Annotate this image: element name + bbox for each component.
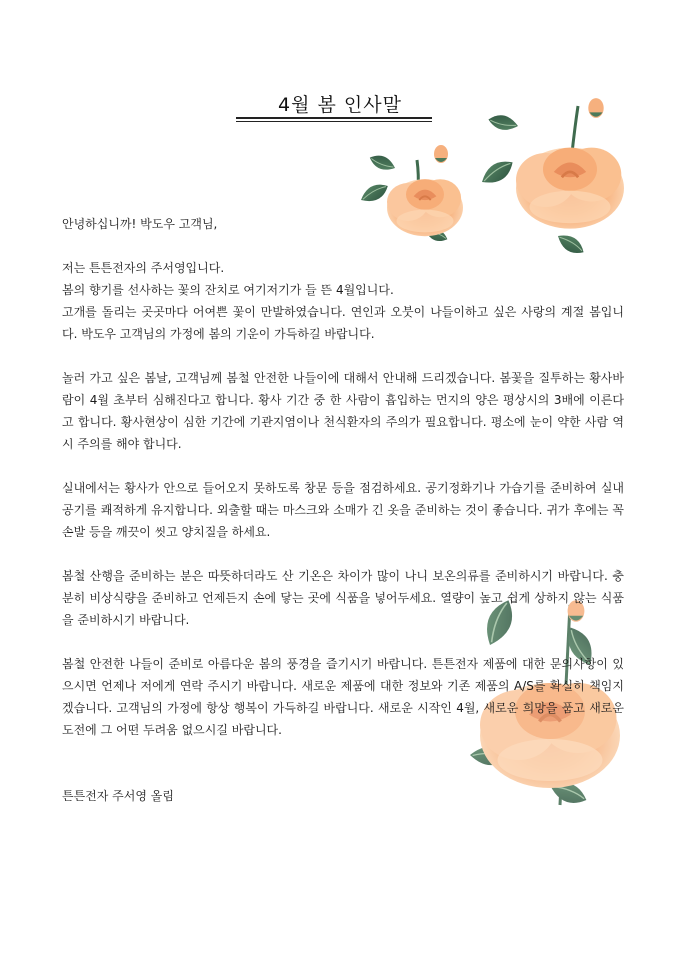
signature: 튼튼전자 주서영 올림 bbox=[62, 789, 174, 803]
letter-body bbox=[62, 213, 624, 807]
intro-line-1: 저는 튼튼전자의 주서영입니다. bbox=[62, 261, 225, 275]
page-title: 4월 봄 인사말 bbox=[278, 94, 402, 116]
paragraph-indoor: 실내에서는 황사가 안으로 들어오지 못하도록 창문 등을 점검하세요. 공기정화기나 가습기를 준비하여 실내공기를 쾌적하게 유지합니다. 외출할 때는 마스크와 소매가 긴 옷을 준비하는 것이 좋습니다. 귀가 후에는 꼭 손발 등을 깨끗이 씻고 양치질을 하세요. bbox=[62, 481, 624, 539]
intro-line-3: 고개를 돌리는 곳곳마다 어여쁜 꽃이 만발하였습니다. 연인과 오붓이 나들이하고 싶은 사랑의 계절 봄입니다. 박도우 고객님의 가정에 봄의 기운이 가득하길 바랍니다. bbox=[62, 305, 624, 341]
greeting: 안녕하십니까! 박도우 고객님, bbox=[62, 217, 218, 231]
paragraph-yellow-dust: 놀러 가고 싶은 봄날, 고객님께 봄철 안전한 나들이에 대해서 안내해 드리겠습니다. 봄꽃을 질투하는 황사바람이 4월 초부터 심해진다고 합니다. 황사 기간 중 한 사람이 흡입하는 먼지의 양은 평상시의 3배에 이른다고 합니다. 황사현상이 심한 기간에 기관지염이나 천식환자의 주의가 필요합니다. 평소에 눈이 약한 사람 역시 주의를 해야 합니다. bbox=[62, 371, 624, 451]
title-underline bbox=[236, 117, 432, 119]
intro-line-2: 봄의 향기를 선사하는 꽃의 잔치로 여기저기가 들 뜬 4월입니다. bbox=[62, 283, 394, 297]
title-underline-thin bbox=[236, 121, 432, 122]
paragraph-closing: 봄철 안전한 나들이 준비로 아름다운 봄의 풍경을 즐기시기 바랍니다. 튼튼전자 제품에 대한 문의사항이 있으시면 언제나 저에게 연락 주시기 바랍니다. 새로운 제품에 대한 정보와 기존 제품의 A/S를 확실히 책임지겠습니다. 고객님의 가정에 항상 행복이 가득하길 바랍니다. 새로운 시작인 4월, 새로운 희망을 품고 새로운 도전에 그 어떤 두려움 없으시길 바랍니다. bbox=[62, 657, 624, 737]
paragraph-hiking: 봄철 산행을 준비하는 분은 따뜻하더라도 산 기온은 차이가 많이 나니 보온의류를 준비하시기 바랍니다. 충분히 비상식량을 준비하고 언제든지 손에 닿는 곳에 식품을 넣어두세요. 열량이 높고 쉽게 상하지 않는 식품을 준비하시기 바랍니다. bbox=[62, 569, 624, 627]
